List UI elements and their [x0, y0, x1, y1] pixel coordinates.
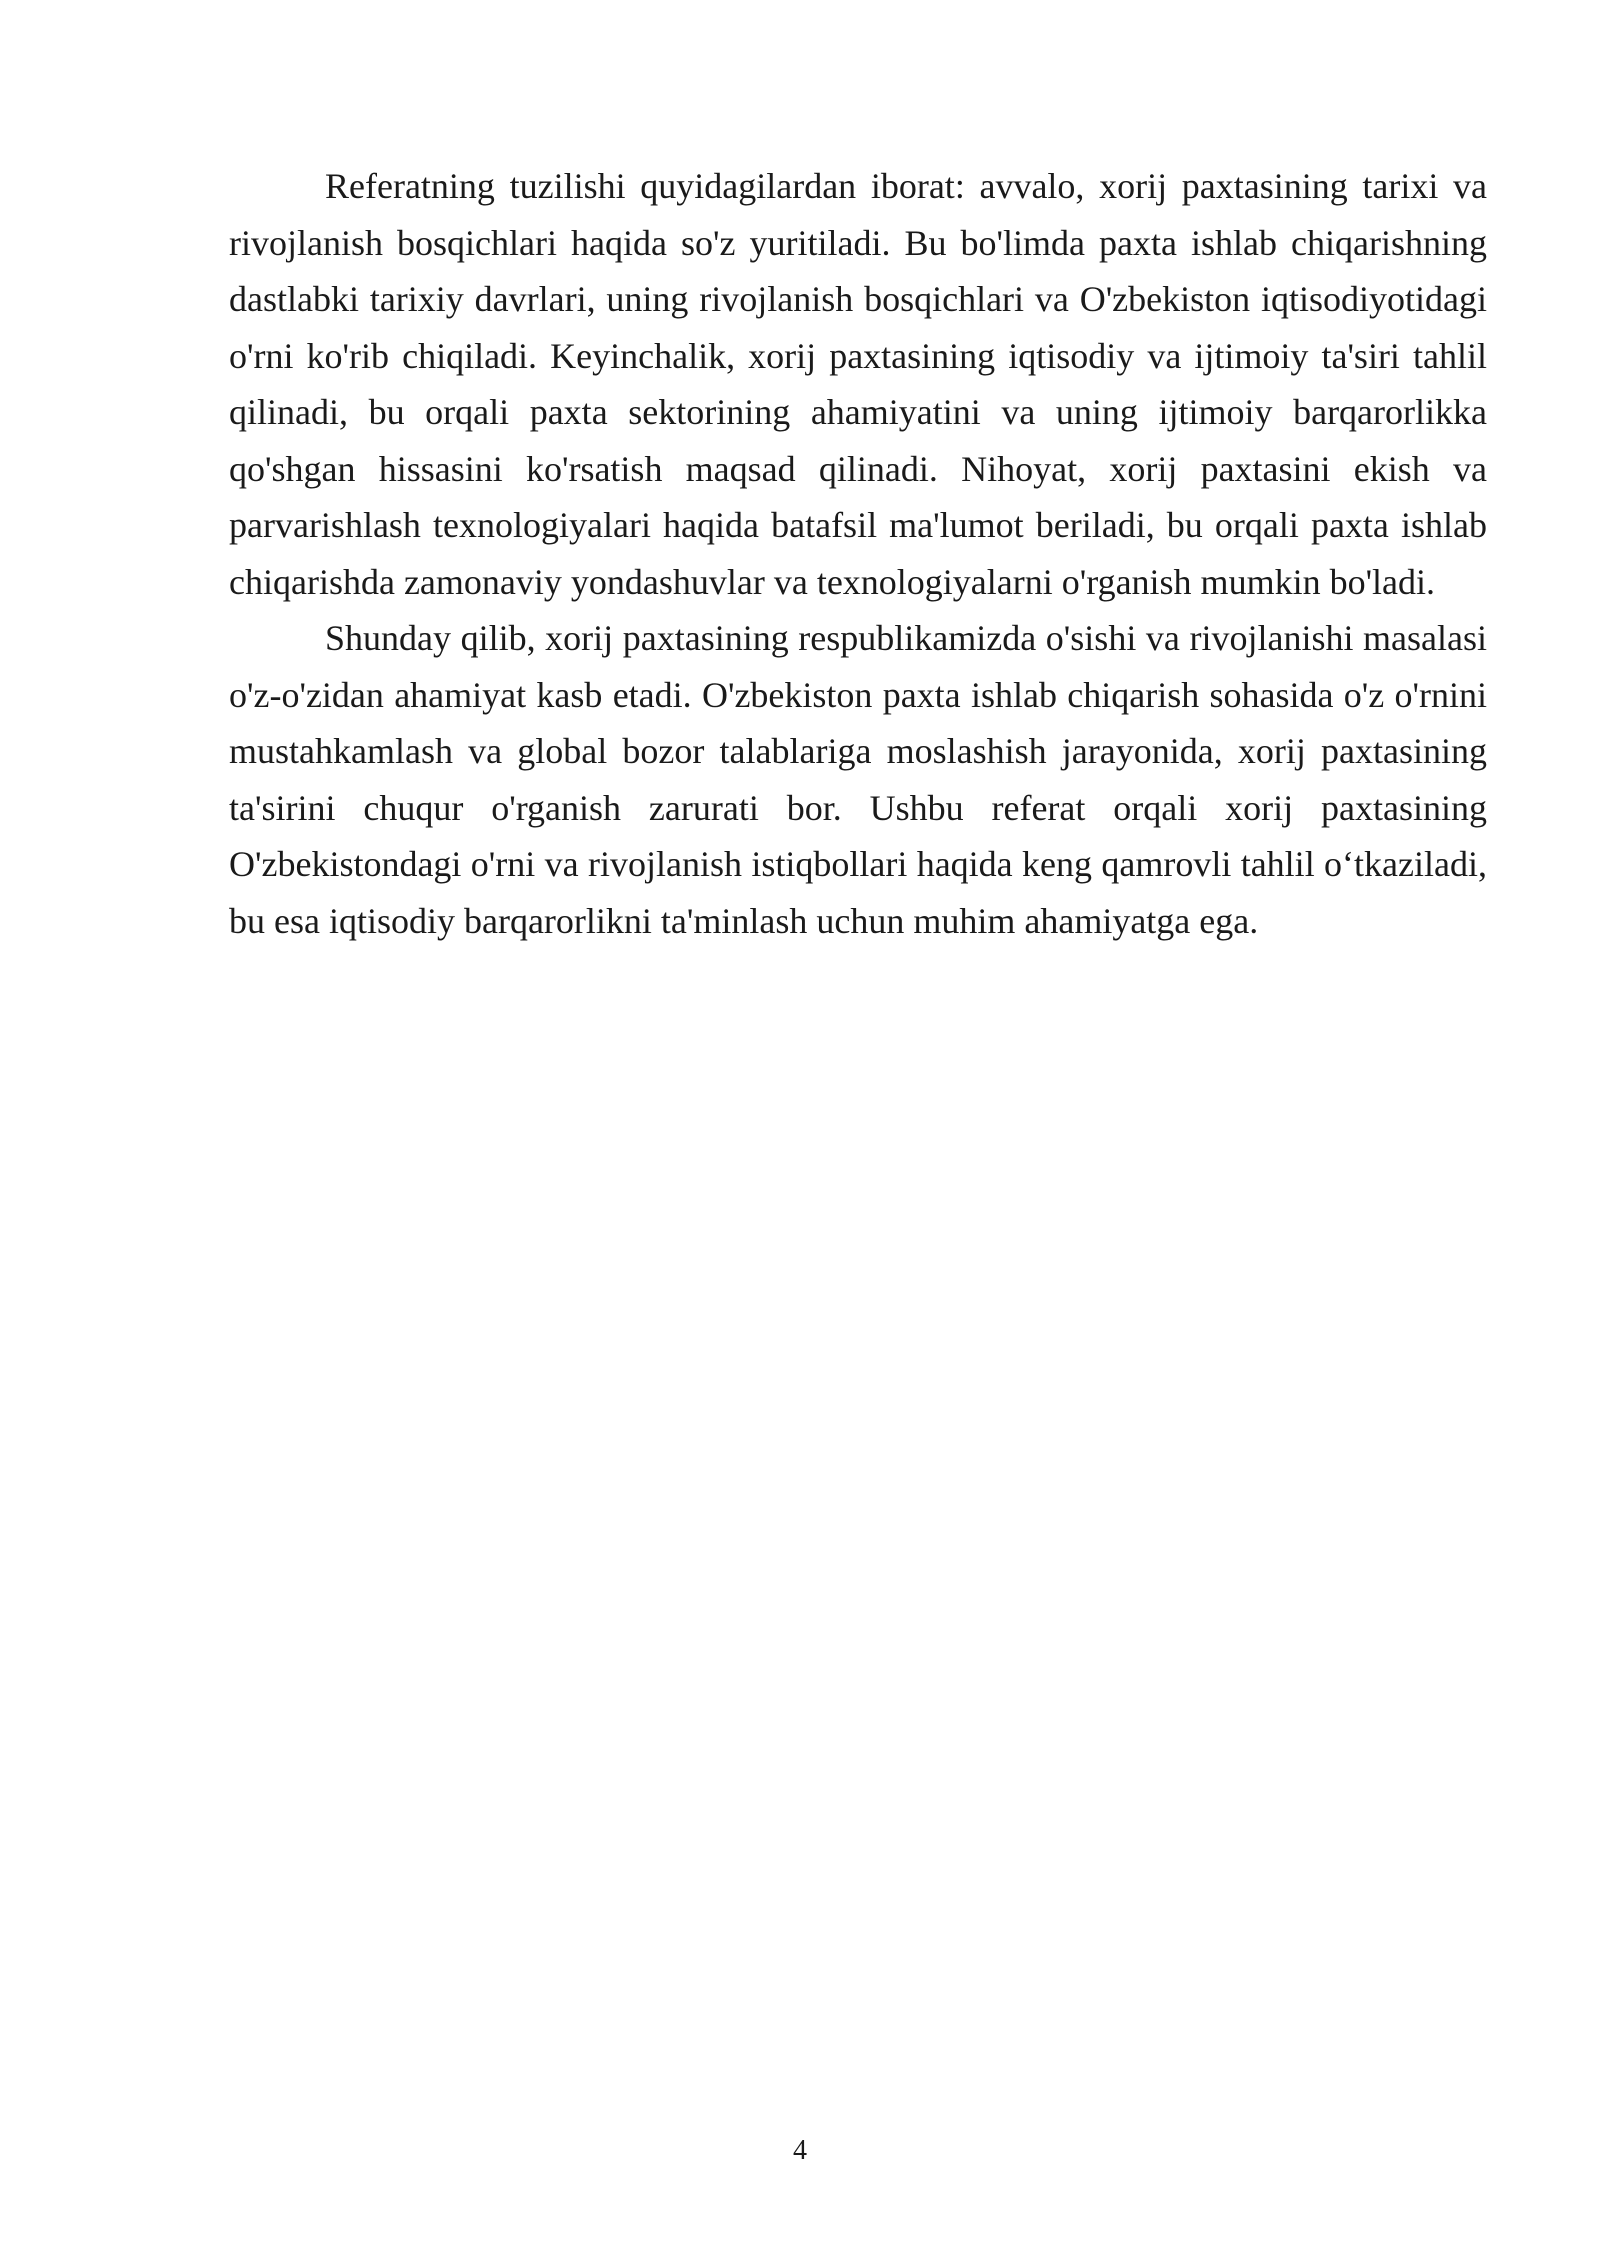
paragraph-2: Shunday qilib, xorij paxtasining respublikamizda o'sishi va rivojlanishi masalasi o'z-o'zidan ahamiyat kasb etadi. O'zbekiston paxta ishlab chiqarish sohasida o'z o'rnini mustahkamlash va global bozor talablariga moslashish jarayonida, xorij paxtasining ta'sirini chuqur o'rganish zarurati bor. Ushbu referat orqali xorij paxtasining O'zbekistondagi o'rni va rivojlanish istiqbollari haqida keng qamrovli tahlil o‘tkaziladi, bu esa iqtisodiy barqarorlikni ta'minlash uchun muhim ahamiyatga ega.: [229, 618, 1487, 941]
page-number: 4: [793, 2135, 807, 2166]
paragraph-1: Referatning tuzilishi quyidagilardan iborat: avvalo, xorij paxtasining tarixi va rivojlanish bosqichlari haqida so'z yuritiladi. Bu bo'limda paxta ishlab chiqarishning dastlabki tarixiy davrlari, uning rivojlanish bosqichlari va O'zbekiston iqtisodiyotidagi o'rni ko'rib chiqiladi. Keyinchalik, xorij paxtasining iqtisodiy va ijtimoiy ta'siri tahlil qilinadi, bu orqali paxta sektorining ahamiyatini va uning ijtimoiy barqarorlikka qo'shgan hissasini ko'rsatish maqsad qilinadi. Nihoyat, xorij paxtasini ekish va parvarishlash texnologiyalari haqida batafsil ma'lumot beriladi, bu orqali paxta ishlab chiqarishda zamonaviy yondashuvlar va texnologiyalarni o'rganish mumkin bo'ladi.: [229, 166, 1487, 602]
document-body: [229, 158, 1487, 949]
